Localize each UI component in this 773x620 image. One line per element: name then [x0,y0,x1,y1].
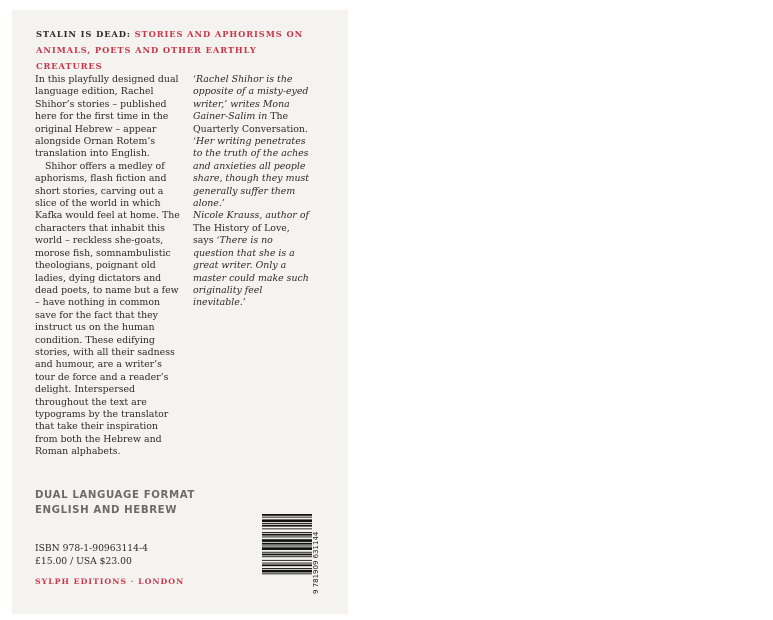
title-subtitle: STORIES AND APHORISMS ON ANIMALS, POETS AND OTHER EARTHLY CREATURES [36,29,304,71]
description-paragraph-2: Shihor offers a medley of aphorisms, flash fiction and short stories, carving out a slice of the world in which Kafka would feel at home. The characters that inhabit this world – reckless she-goats, morose fish, somnambulistic theologians, poignant old ladies, dying dictators and dead poets, to name but a few – have nothing in common save for the fact that they instruct us on the human condition. These edifying stories, with all their sadness and humour, are a writer’s tour de force and a reader’s delight. Interspersed throughout the text are typograms by the translator that take their inspiration from both the Hebrew and Roman alphabets. [35,160,180,458]
publisher-line: SYLPH EDITIONS · LONDON [35,577,185,586]
review-3-source: The History of Love, [193,222,290,234]
description-paragraph-1: In this playfully designed dual language edition, Rachel Shihor’s stories – published here for the first time in the original Hebrew – appear alongside Ornan Rotem’s translation into English. [35,74,179,160]
isbn-number: ISBN 978-1-90963114-4 [35,543,148,554]
format-line-2: ENGLISH AND HEBREW [35,505,178,516]
review-1-source: The Quarterly Conversation. [193,111,308,135]
review-1 [193,74,311,136]
barcode-number: 9 781909 631144 [312,531,320,594]
isbn-block [35,543,235,568]
review-3-author: Nicole Krauss, author of [193,210,309,222]
format-line-1: DUAL LANGUAGE FORMAT [35,490,195,501]
title-main: STALIN IS DEAD: [36,29,131,39]
format-info [35,488,235,518]
book-title [36,26,326,74]
description-column [35,74,181,459]
review-3-says: says [193,235,214,247]
review-3 [193,210,311,309]
review-2-text: ‘Her writing penetrates to the truth of the aches and anxieties all people share, though they must generally suffer them alone.’ [193,136,310,210]
review-2 [193,136,311,210]
review-1-text: ‘Rachel Shihor is the opposite of a misty-eyed writer,’ writes Mona Gainer-Salim in [193,74,309,123]
review-3-text: ‘There is no question that she is a great writer. Only a master could make such originality feel inevitable.’ [193,235,309,309]
reviews-column [193,74,311,310]
price: £15.00 / USA $23.00 [35,555,132,567]
